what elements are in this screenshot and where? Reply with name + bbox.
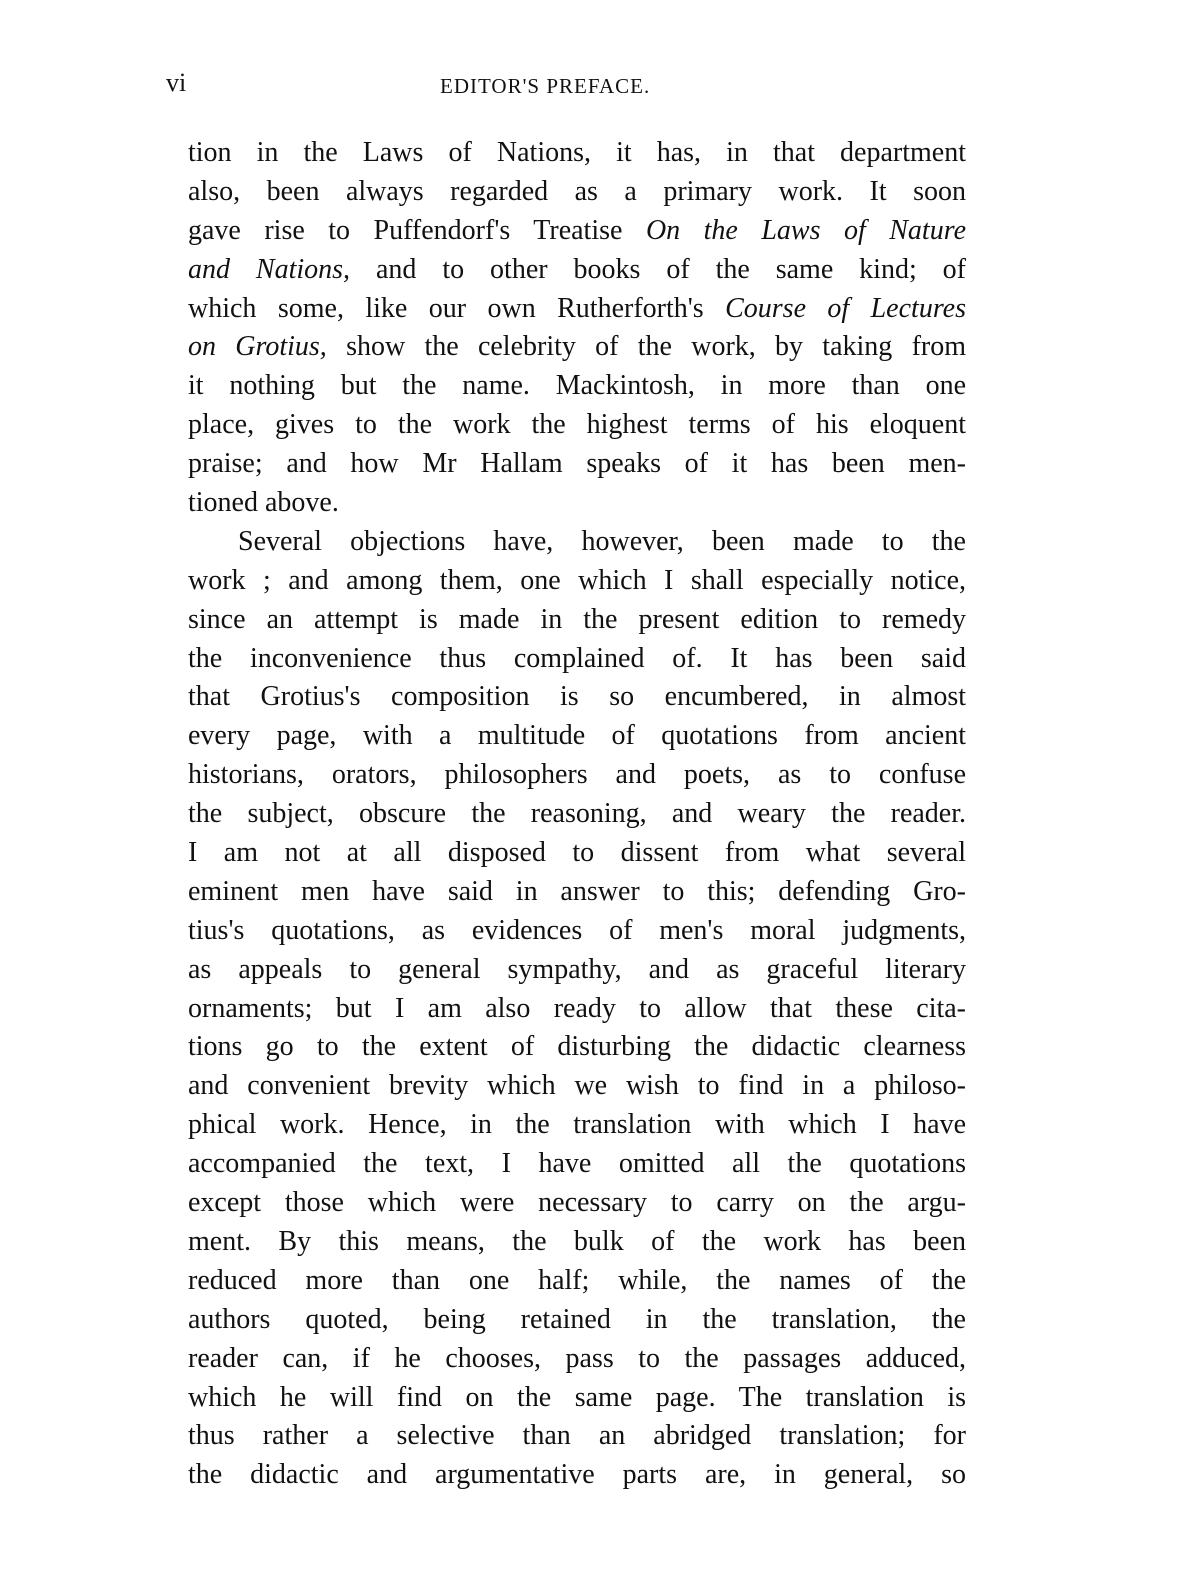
- text-line: the subject, obscure the reasoning, and weary the reader.: [188, 798, 966, 830]
- text-line: [188, 251, 966, 290]
- running-title: EDITOR'S PREFACE.: [440, 74, 651, 98]
- text-line: historians, orators, philosophers and poets, as to confuse: [188, 759, 966, 791]
- text-run: tioned above.: [188, 487, 339, 519]
- book-page: [166, 62, 966, 1495]
- text-line: authors quoted, being retained in the translation, the: [188, 1303, 966, 1335]
- italic-title: On the Laws of Nature: [645, 214, 966, 246]
- text-run: also, been always regarded as a primary work. It soon: [188, 175, 966, 207]
- text-line: and convenient brevity which we wish to find in a philoso-: [188, 1070, 966, 1102]
- text-line: [188, 484, 966, 523]
- text-line: reduced more than one half; while, the names of the: [188, 1264, 966, 1296]
- text-line: Several objections have, however, been made to the: [238, 525, 966, 557]
- italic-title: Course of Lectures: [725, 292, 966, 324]
- text-line: tions go to the extent of disturbing the didactic clearness: [188, 1031, 966, 1063]
- text-line: that Grotius's composition is so encumbered, in almost: [188, 681, 966, 713]
- text-run: gave rise to Puffendorf's Treatise: [188, 214, 646, 246]
- text-line: ment. By this means, the bulk of the work has been: [188, 1225, 966, 1257]
- italic-title: on Grotius,: [188, 331, 327, 363]
- text-line: [188, 212, 966, 251]
- page-number: vi: [166, 68, 187, 97]
- text-line: [188, 173, 966, 212]
- paragraph-2: [188, 523, 966, 1495]
- text-line: ornaments; but I am also ready to allow that these cita-: [188, 992, 966, 1024]
- text-line: since an attempt is made in the present edition to remedy: [188, 603, 966, 635]
- paragraph-1: [188, 134, 966, 523]
- text-run: praise; and how Mr Hallam speaks of it has been men-: [188, 448, 966, 480]
- text-run: show the celebrity of the work, by taking from: [326, 331, 966, 363]
- text-line: phical work. Hence, in the translation with which I have: [188, 1109, 966, 1141]
- text-line: I am not at all disposed to dissent from what several: [188, 837, 966, 869]
- text-line: which he will find on the same page. The translation is: [188, 1381, 966, 1413]
- text-line: as appeals to general sympathy, and as graceful literary: [188, 953, 966, 985]
- text-run: tion in the Laws of Nations, it has, in that department: [188, 137, 966, 168]
- text-run: and to other books of the same kind; of: [350, 253, 966, 285]
- text-line: thus rather a selective than an abridged translation; for: [188, 1420, 966, 1452]
- text-line: every page, with a multitude of quotations from ancient: [188, 720, 966, 752]
- text-line: the inconvenience thus complained of. It has been said: [188, 642, 966, 674]
- italic-title: and Nations,: [188, 253, 351, 285]
- text-line: [188, 406, 966, 445]
- text-line: [188, 328, 966, 367]
- text-line: the didactic and argumentative parts are, in general, so: [188, 1459, 966, 1491]
- text-line: [188, 290, 966, 329]
- text-line: accompanied the text, I have omitted all the quotations: [188, 1148, 966, 1180]
- text-line: tius's quotations, as evidences of men's moral judgments,: [188, 914, 966, 946]
- text-run: it nothing but the name. Mackintosh, in more than one: [188, 370, 966, 402]
- running-head: [166, 62, 966, 102]
- text-line: [188, 367, 966, 406]
- text-run: place, gives to the work the highest terms of his eloquent: [188, 409, 966, 441]
- text-line: except those which were necessary to carry on the argu-: [188, 1187, 966, 1219]
- text-line: reader can, if he chooses, pass to the passages adduced,: [188, 1342, 966, 1374]
- text-line: [188, 445, 966, 484]
- text-line: eminent men have said in answer to this; defending Gro-: [188, 875, 966, 907]
- body-text: [188, 134, 966, 1495]
- text-line: work ; and among them, one which I shall especially notice,: [188, 564, 966, 596]
- text-line: [188, 134, 966, 173]
- text-run: which some, like our own Rutherforth's: [188, 292, 726, 324]
